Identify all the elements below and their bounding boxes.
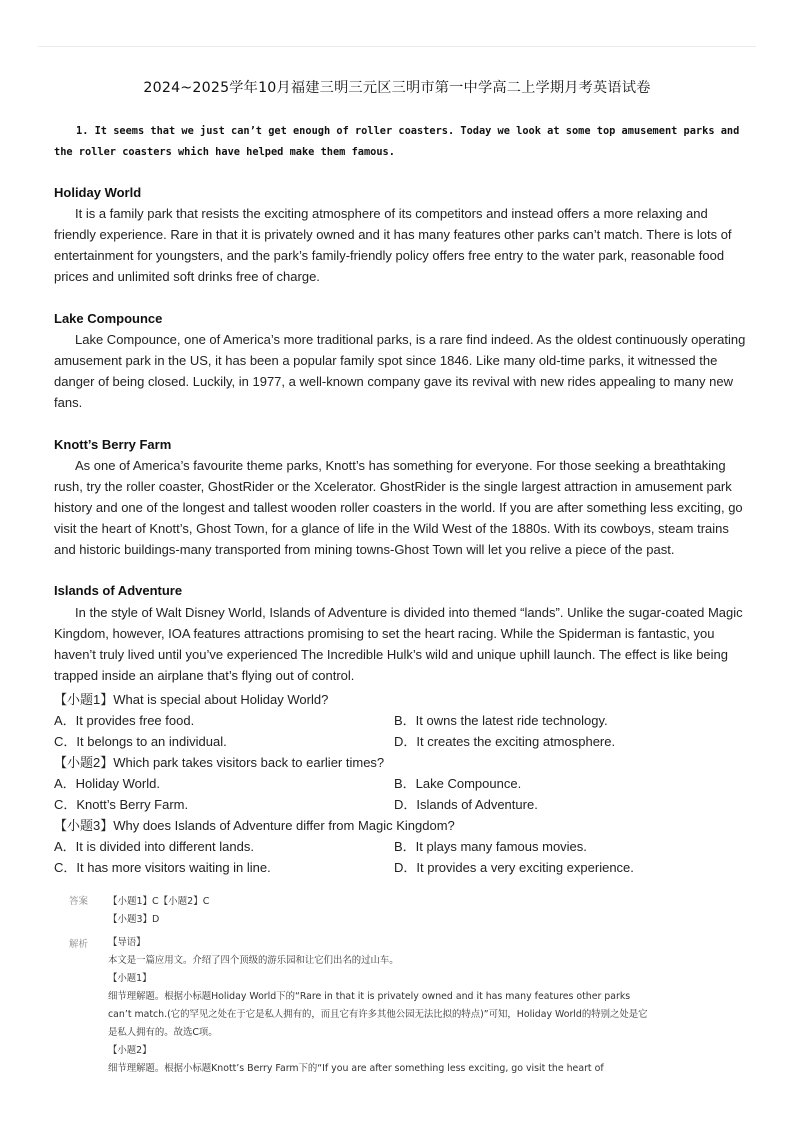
section-body-text: As one of America’s favourite theme parks, Knott’s has something for everyone. For those seeking a breathtaking rush, try the roller coaster, GhostRider or the Xcelerator. GhostRider is the single largest attraction in amusement park history and one of the longest and tallest wooden roller coasters in the world. If you are after something less exciting, go visit the heart of Knott’s, Ghost Town, for a glance of life in the Wild West of the 1880s. With its cowboys, steam trains and historic buildings-many transported from mining towns-Ghost Town will let you relive a piece of the past. (54, 458, 743, 557)
answer-line-1: 【小题1】C【小题2】C (108, 896, 210, 907)
question-number: 1. (76, 125, 89, 137)
answer-line-2: 【小题3】D (108, 914, 160, 925)
analysis-body (108, 934, 728, 1078)
analysis-line: 【小题1】 (108, 973, 152, 984)
page-title: 2024~2025学年10月福建三明三元区三明市第一中学高二上学期月考英语试卷 (143, 80, 651, 96)
analysis-line: 【导语】 (108, 937, 146, 948)
q3-option-a[interactable]: A．It is divided into different lands. (54, 839, 254, 854)
section-body-holiday-world (54, 203, 746, 287)
answer-label: 答案 (69, 896, 89, 907)
section-heading-islands-of-adventure: Islands of Adventure (54, 583, 183, 598)
q2-option-c[interactable]: C．Knott’s Berry Farm. (54, 797, 189, 812)
analysis-line: can’t match.(它的罕见之处在于它是私人拥有的，而且它有许多其他公园无法比拟的特点)”可知，Holiday World的特别之处是它 (108, 1009, 648, 1020)
section-body-islands-of-adventure (54, 602, 746, 686)
section-body-knotts-berry-farm (54, 455, 746, 560)
intro-text: It seems that we just can’t get enough of roller coasters. Today we look at some top amusement parks and the roller coasters which have helped make them famous. (54, 125, 740, 158)
q3-option-d[interactable]: D．It provides a very exciting experience. (394, 860, 634, 875)
passage-intro (54, 121, 744, 163)
q1-option-a[interactable]: A．It provides free food. (54, 713, 195, 728)
analysis-label: 解析 (69, 939, 89, 950)
analysis-line: 【小题2】 (108, 1045, 152, 1056)
q1-option-c[interactable]: C．It belongs to an individual. (54, 734, 227, 749)
section-body-text: It is a family park that resists the exciting atmosphere of its competitors and instead offers a more relaxing and friendly experience. Rare in that it is privately owned and it has many features other parks can’t match. There is lots of entertainment for youngsters, and the park’s family-friendly policy offers free entry to the water park, reasonable food prices and unlimited soft drinks free of charge. (54, 206, 732, 284)
section-body-lake-compounce (54, 329, 746, 413)
analysis-line: 是私人拥有的。故选C项。 (108, 1027, 218, 1038)
q1-option-d[interactable]: D．It creates the exciting atmosphere. (394, 734, 616, 749)
q1-option-b[interactable]: B．It owns the latest ride technology. (394, 713, 608, 728)
analysis-line: 细节理解题。根据小标题Holiday World下的“Rare in that it is privately owned and it has many features other parks (108, 991, 631, 1002)
q3-option-b[interactable]: B．It plays many famous movies. (394, 839, 587, 854)
q2-option-b[interactable]: B．Lake Compounce. (394, 776, 522, 791)
question-1-stem: 【小题1】What is special about Holiday World? (54, 692, 329, 707)
section-heading-knotts-berry-farm: Knott’s Berry Farm (54, 437, 172, 452)
page-top-divider (38, 46, 756, 47)
q2-option-a[interactable]: A．Holiday World. (54, 776, 160, 791)
section-heading-holiday-world: Holiday World (54, 185, 142, 200)
q2-option-d[interactable]: D．Islands of Adventure. (394, 797, 538, 812)
section-body-text: In the style of Walt Disney World, Islands of Adventure is divided into themed “lands”. Unlike the sugar-coated Magic Kingdom, however, IOA features attractions promising to set the heart racing. While the Spiderman is fantastic, you haven’t truly lived until you’ve experienced The Incredible Hulk’s wild and unique uphill launch. The effect is like being trapped inside an airplane that’s flying out of control. (54, 605, 743, 683)
analysis-line: 本文是一篇应用文。介绍了四个顶级的游乐园和让它们出名的过山车。 (108, 955, 399, 966)
section-heading-lake-compounce: Lake Compounce (54, 311, 163, 326)
analysis-line: 细节理解题。根据小标题Knott’s Berry Farm下的“If you are after something less exciting, go visit the heart of (108, 1063, 604, 1074)
question-2-stem: 【小题2】Which park takes visitors back to earlier times? (54, 755, 385, 770)
section-body-text: Lake Compounce, one of America’s more traditional parks, is a rare find indeed. As the oldest continuously operating amusement park in the US, it has been a popular family spot since 1846. Like many old-time parks, it witnessed the danger of being closed. Luckily, in 1977, a well-known company gave its revival with new rides appealing to many new fans. (54, 332, 746, 410)
question-3-stem: 【小题3】Why does Islands of Adventure differ from Magic Kingdom? (54, 818, 455, 833)
q3-option-c[interactable]: C．It has more visitors waiting in line. (54, 860, 271, 875)
